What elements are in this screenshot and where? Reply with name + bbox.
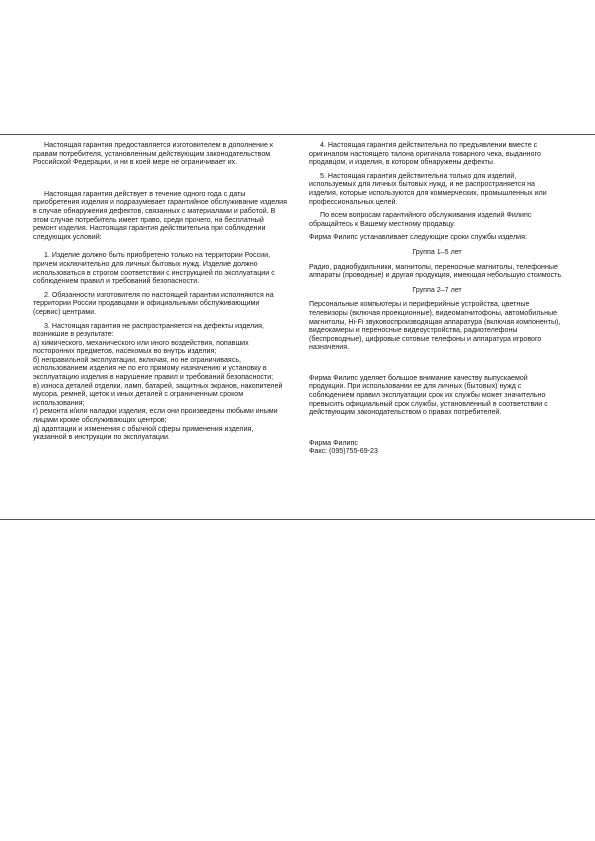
list-item: а) химического, механического или иного воздействия, попавших посторонних предметов, насекомых во внутрь изделия; xyxy=(33,338,249,356)
group-2-text: Персональные компьютеры и периферийные устройства, цветные телевизоры (включая проекционные), видеомагнитофоны, автомобильные магнитолы, Hi-Fi звуковоспроизводящая аппаратура (включая компоненты), видеокамеры и переносные видеоустройства, радиотелефоны (беспроводные), цифровые сотовые телефоны и аппаратура игрового назначения. xyxy=(309,300,561,352)
left-para-5: 3. Настоящая гарантия не распространяется на дефекты изделия, возникшие в результате: xyxy=(33,321,264,339)
right-para-1: 4. Настоящая гарантия действительна по предъявлении вместе с оригиналом настоящего талона оригинала товарного чека, выданного продавцом, и изделия, в котором обнаружены дефекты. xyxy=(309,141,541,167)
list-item: д) адаптации и изменения с обычной сферы применения изделия, указанной в инструкции по эксплуатации. xyxy=(33,424,254,442)
left-para-4: 2. Обязанности изготовителя по настоящей гарантии исполняются на территории России продавцами и официальными обслуживающими (сервис) центрами. xyxy=(33,290,274,316)
list-item: в) износа деталей отделки, ламп, батарей, защитных экранов, накопителей мусора, ремней, щеток и иных деталей с ограниченным сроком использования; xyxy=(33,381,283,407)
left-para-2: Настоящая гарантия действует в течение одного года с даты приобретения изделия и подразумевает гарантийное обслуживание изделия в случае обнаружения дефектов, связанных с материалами и работой. В этом случае потребитель имеет право, среди прочего, на бесплатный ремонт изделия. Настоящая гарантия действительна при соблюдении следующих условий: xyxy=(33,189,287,241)
group-1-text: Радио, радиобудильники, магнитолы, переносные магнитолы, телефонные аппараты (проводные) и другая продукция, имеющая небольшую стоимость. xyxy=(309,262,564,280)
right-column xyxy=(309,141,565,456)
bottom-rule xyxy=(0,519,595,520)
list-item: б) неправильной эксплуатации, включая, но не ограничиваясь, использованием изделия не по его прямому назначению и установку в эксплуатацию изделия в нарушение правил и требований безопасности; xyxy=(33,355,274,382)
list-item: г) ремонта и/или наладки изделия, если они произведены любыми иными лицами кроме обслуживающих центров; xyxy=(33,407,278,425)
top-rule xyxy=(0,134,595,135)
group-1-title: Группа 1–5 лет xyxy=(412,247,462,256)
fax-number: Факс: (095)755-69-23 xyxy=(309,447,378,456)
right-para-2: 5. Настоящая гарантия действительна только для изделий, используемых для личных бытовых нужд, и не распространяется на изделия, которые используются для коммерческих, промышленных или профессиональных целей. xyxy=(309,171,547,206)
left-column xyxy=(33,141,287,442)
group-2-title: Группа 2–7 лет xyxy=(412,285,462,294)
left-para-1: Настоящая гарантия предоставляется изготовителем в дополнение к правам потребителя, установленным действующим законодательством Российской Федерации, и ни в коей мере не ограничивает их. xyxy=(33,141,273,167)
left-para-3: 1. Изделие должно быть приобретено только на территории России, причем исключительно для личных бытовых нужд. Изделие должно использоваться в строгом соответствии с инструкцией по эксплуатации с соблюдением правил и требований безопасности. xyxy=(33,251,275,286)
right-para-4: Фирма Филипс устанавливает следующие сроки службы изделия: xyxy=(309,233,527,242)
right-para-5: Фирма Филипс уделяет большое внимание качеству выпускаемой продукции. При использовании ее для личных (бытовых) нужд с соблюдением правил эксплуатации срок их службы может значительно превысить официальный срок службы, установленный в соответствии с действующим законодательством о правах потребителей. xyxy=(309,373,548,417)
right-para-3: По всем вопросам гарантийного обслуживания изделий Филипс обращайтесь к Вашему местному продавцу. xyxy=(309,211,532,228)
company-name: Фирма Филипс xyxy=(309,438,358,447)
